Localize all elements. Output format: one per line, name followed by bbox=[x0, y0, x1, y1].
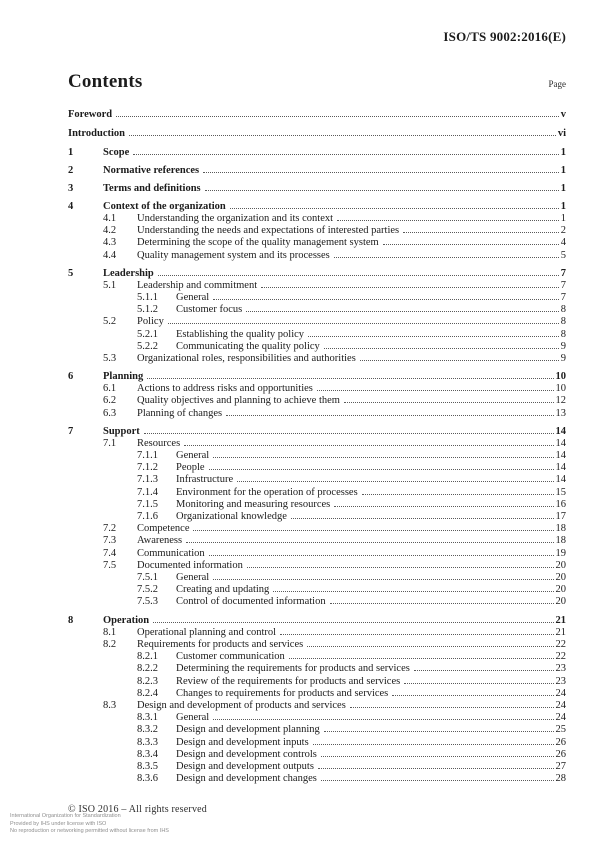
toc-entry-title: Competence bbox=[137, 523, 190, 535]
toc-row bbox=[68, 596, 566, 608]
toc-entry-number: 6 bbox=[68, 371, 74, 383]
toc-entry-page: 7 bbox=[560, 279, 566, 291]
toc-entry-title: General bbox=[176, 712, 210, 724]
toc-entry-page: 24 bbox=[555, 712, 566, 724]
toc-entry-title: Planning of changes bbox=[137, 407, 223, 419]
toc-leader-dots bbox=[334, 256, 559, 258]
toc-row bbox=[68, 761, 566, 773]
toc-leader-dots bbox=[186, 541, 553, 543]
toc-row bbox=[68, 395, 566, 407]
toc-entry-number: 8.3.1 bbox=[137, 712, 158, 724]
toc-entry-page: 5 bbox=[560, 249, 566, 261]
toc-entry-title: Understanding the needs and expectations of interested parties bbox=[137, 225, 400, 237]
toc-leader-dots bbox=[289, 657, 554, 659]
toc-leader-dots bbox=[205, 189, 559, 191]
toc-entry-page: 26 bbox=[555, 736, 566, 748]
toc-entry-page: 8 bbox=[560, 328, 566, 340]
toc-entry-title: Quality objectives and planning to achieve them bbox=[137, 395, 340, 407]
toc-entry-title: General bbox=[176, 572, 210, 584]
toc-row bbox=[68, 304, 566, 316]
toc-entry-title: Terms and definitions bbox=[103, 183, 201, 194]
toc-row bbox=[68, 316, 566, 328]
toc-entry-number: 7.5.2 bbox=[137, 584, 158, 596]
toc-row bbox=[68, 462, 566, 474]
toc-entry-page: 28 bbox=[555, 773, 566, 785]
toc-leader-dots bbox=[246, 310, 559, 312]
toc-entry-page: 14 bbox=[555, 425, 566, 437]
toc-leader-dots bbox=[360, 359, 559, 361]
toc-leader-dots bbox=[213, 456, 553, 458]
toc-entry-number: 7.1 bbox=[103, 437, 117, 449]
toc-row bbox=[68, 200, 566, 213]
toc-entry-number: 4 bbox=[68, 201, 74, 212]
toc-entry-number: 7.3 bbox=[103, 535, 117, 547]
toc-leader-dots bbox=[324, 730, 554, 732]
toc-entry-number: 8.3.3 bbox=[137, 736, 158, 748]
toc-entry-number: 8.1 bbox=[103, 626, 117, 638]
toc-entry-title: General bbox=[176, 292, 210, 304]
toc-leader-dots bbox=[330, 602, 554, 604]
toc-leader-dots bbox=[273, 590, 553, 592]
toc-row bbox=[68, 572, 566, 584]
toc-row bbox=[68, 450, 566, 462]
toc-entry-page: 23 bbox=[555, 663, 566, 675]
toc-entry-number: 5 bbox=[68, 267, 74, 279]
toc-entry-title: Design and development changes bbox=[176, 773, 317, 785]
toc-entry-title: Design and development controls bbox=[176, 748, 317, 760]
toc-entry-page: 20 bbox=[555, 572, 566, 584]
toc-entry-number: 5.2.2 bbox=[137, 340, 158, 352]
toc-entry-title: Establishing the quality policy bbox=[176, 328, 305, 340]
toc-entry-page: 18 bbox=[555, 523, 566, 535]
toc-entry-page: 21 bbox=[555, 614, 566, 626]
toc-entry-title: Design and development outputs bbox=[176, 760, 314, 772]
toc-entry-number: 5.2 bbox=[103, 316, 117, 328]
toc-leader-dots bbox=[209, 468, 554, 470]
toc-row bbox=[68, 688, 566, 700]
toc-row bbox=[68, 341, 566, 353]
toc-row bbox=[68, 237, 566, 249]
toc-entry-page: vi bbox=[557, 128, 566, 139]
toc-row bbox=[68, 548, 566, 560]
toc-row bbox=[68, 676, 566, 688]
toc-entry-page: 10 bbox=[555, 383, 566, 395]
document-reference: ISO/TS 9002:2016(E) bbox=[443, 29, 566, 44]
toc-row bbox=[68, 225, 566, 237]
toc-row bbox=[68, 511, 566, 523]
toc-row bbox=[68, 370, 566, 383]
toc-entry-title: Review of the requirements for products and services bbox=[176, 675, 401, 687]
toc-entry-page: 24 bbox=[555, 687, 566, 699]
toc-entry-number: 5.1.2 bbox=[137, 304, 158, 316]
toc-leader-dots bbox=[209, 554, 554, 556]
toc-leader-dots bbox=[129, 134, 556, 136]
toc-row bbox=[68, 146, 566, 159]
fineprint-line: International Organization for Standardization bbox=[10, 813, 121, 819]
toc-leader-dots bbox=[158, 274, 559, 276]
toc-entry-number: 7.1.3 bbox=[137, 474, 158, 486]
toc-entry-page: 14 bbox=[555, 437, 566, 449]
toc-row bbox=[68, 213, 566, 225]
toc-row bbox=[68, 560, 566, 572]
toc-entry-title: Design and development of products and services bbox=[137, 699, 346, 711]
toc-row bbox=[68, 408, 566, 420]
copyright-notice: © ISO 2016 – All rights reserved bbox=[68, 804, 207, 815]
toc-entry-number: 5.1 bbox=[103, 279, 117, 291]
toc-leader-dots bbox=[307, 645, 553, 647]
toc-entry-title: Determining the requirements for products and services bbox=[176, 663, 410, 675]
toc-leader-dots bbox=[324, 347, 559, 349]
toc-leader-dots bbox=[313, 743, 554, 745]
toc-leader-dots bbox=[383, 243, 559, 245]
toc-entry-number: 8.3.6 bbox=[137, 773, 158, 785]
toc-entry-number: 4.2 bbox=[103, 225, 117, 237]
toc-entry-number: 8.2.4 bbox=[137, 687, 158, 699]
toc-entry-page: 12 bbox=[555, 395, 566, 407]
toc-entry-title: Normative references bbox=[103, 165, 200, 176]
toc-list bbox=[68, 108, 566, 785]
toc-leader-dots bbox=[337, 219, 559, 221]
toc-leader-dots bbox=[230, 207, 559, 209]
toc-leader-dots bbox=[291, 517, 554, 519]
toc-entry-title: Context of the organization bbox=[103, 201, 226, 212]
toc-row bbox=[68, 329, 566, 341]
toc-entry-page: 26 bbox=[555, 748, 566, 760]
toc-entry-title: Actions to address risks and opportunities bbox=[137, 383, 313, 395]
toc-entry-title: Foreword bbox=[68, 109, 113, 120]
toc-leader-dots bbox=[247, 566, 554, 568]
toc-entry-page: 20 bbox=[555, 559, 566, 571]
toc-row bbox=[68, 724, 566, 736]
toc-entry-title: Operational planning and control bbox=[137, 626, 277, 638]
ihs-fineprint bbox=[10, 813, 169, 836]
toc-entry-number: 7.5.1 bbox=[137, 572, 158, 584]
toc-entry-number: 8.2.1 bbox=[137, 651, 158, 663]
toc-entry-page: 17 bbox=[555, 511, 566, 523]
toc-row bbox=[68, 712, 566, 724]
toc-entry-page: 25 bbox=[555, 724, 566, 736]
toc-row bbox=[68, 474, 566, 486]
toc-entry-number: 8 bbox=[68, 614, 74, 626]
toc-row bbox=[68, 523, 566, 535]
fineprint-line: Provided by IHS under license with ISO bbox=[10, 820, 107, 827]
toc-entry-title: Planning bbox=[103, 371, 144, 383]
toc-entry-number: 1 bbox=[68, 147, 74, 158]
toc-entry-page: 14 bbox=[555, 462, 566, 474]
toc-row bbox=[68, 108, 566, 121]
toc-entry-number: 7.5 bbox=[103, 559, 117, 571]
toc-entry-title: Control of documented information bbox=[176, 596, 326, 608]
toc-entry-number: 7.1.2 bbox=[137, 462, 158, 474]
toc-leader-dots bbox=[193, 529, 553, 531]
toc-entry-title: People bbox=[176, 462, 205, 474]
toc-entry-page: 14 bbox=[555, 450, 566, 462]
toc-entry-number: 4.1 bbox=[103, 213, 117, 224]
toc-leader-dots bbox=[344, 401, 554, 403]
toc-entry-number: 7.2 bbox=[103, 523, 117, 535]
toc-leader-dots bbox=[280, 633, 553, 635]
toc-row bbox=[68, 614, 566, 627]
toc-entry-page: v bbox=[560, 109, 566, 120]
toc-entry-title: Determining the scope of the quality management system bbox=[137, 237, 379, 249]
fineprint-line: No reproduction or networking permitted without license from IHS bbox=[10, 828, 169, 834]
toc-entry-number: 4.3 bbox=[103, 237, 117, 249]
toc-row bbox=[68, 627, 566, 639]
toc-leader-dots bbox=[213, 578, 553, 580]
toc-leader-dots bbox=[147, 377, 553, 379]
toc-entry-title: Communicating the quality policy bbox=[176, 340, 320, 352]
toc-entry-number: 7.1.4 bbox=[137, 486, 158, 498]
toc-entry-number: 7.4 bbox=[103, 547, 117, 559]
toc-entry-number: 6.3 bbox=[103, 407, 117, 419]
toc-entry-page: 9 bbox=[560, 353, 566, 365]
toc-entry-page: 22 bbox=[555, 638, 566, 650]
toc-entry-page: 4 bbox=[560, 237, 566, 249]
toc-row bbox=[68, 535, 566, 547]
toc-entry-title: Leadership and commitment bbox=[137, 279, 258, 291]
toc-row bbox=[68, 292, 566, 304]
toc-leader-dots bbox=[203, 171, 559, 173]
toc-entry-page: 7 bbox=[560, 292, 566, 304]
toc-entry-page: 15 bbox=[555, 486, 566, 498]
toc-row bbox=[68, 353, 566, 365]
toc-row bbox=[68, 773, 566, 785]
toc-leader-dots bbox=[403, 231, 559, 233]
toc-entry-title: Resources bbox=[137, 437, 181, 449]
toc-entry-number: 8.3.2 bbox=[137, 724, 158, 736]
toc-entry-page: 20 bbox=[555, 584, 566, 596]
toc-row bbox=[68, 487, 566, 499]
toc-row bbox=[68, 425, 566, 438]
toc-entry-number: 5.2.1 bbox=[137, 328, 158, 340]
toc-leader-dots bbox=[261, 286, 559, 288]
toc-row bbox=[68, 182, 566, 195]
toc-entry-page: 10 bbox=[555, 371, 566, 383]
toc-row bbox=[68, 749, 566, 761]
toc-entry-page: 1 bbox=[560, 183, 566, 194]
toc-leader-dots bbox=[321, 755, 554, 757]
toc-row bbox=[68, 267, 566, 280]
toc-entry-title: Support bbox=[103, 425, 140, 437]
toc-row bbox=[68, 127, 566, 140]
toc-entry-title: Organizational roles, responsibilities and authorities bbox=[137, 353, 356, 365]
toc-leader-dots bbox=[133, 153, 559, 155]
toc-entry-page: 7 bbox=[560, 267, 566, 279]
toc-entry-page: 16 bbox=[555, 498, 566, 510]
toc-entry-title: Leadership bbox=[103, 267, 154, 279]
toc-leader-dots bbox=[116, 115, 559, 117]
toc-entry-page: 22 bbox=[555, 651, 566, 663]
toc-entry-page: 1 bbox=[560, 165, 566, 176]
toc-entry-title: Customer focus bbox=[176, 304, 243, 316]
toc-entry-number: 8.3 bbox=[103, 699, 117, 711]
toc-entry-title: Changes to requirements for products and services bbox=[176, 687, 389, 699]
toc-entry-page: 13 bbox=[555, 407, 566, 419]
toc-entry-title: Organizational knowledge bbox=[176, 511, 287, 523]
toc-row bbox=[68, 584, 566, 596]
toc-leader-dots bbox=[362, 493, 554, 495]
toc-entry-number: 7.5.3 bbox=[137, 596, 158, 608]
toc-row bbox=[68, 383, 566, 395]
toc-entry-number: 7.1.1 bbox=[137, 450, 158, 462]
toc-entry-number: 6.2 bbox=[103, 395, 117, 407]
toc-entry-title: General bbox=[176, 450, 210, 462]
toc-entry-number: 8.2 bbox=[103, 638, 117, 650]
toc-row bbox=[68, 499, 566, 511]
toc-entry-page: 18 bbox=[555, 535, 566, 547]
toc-entry-title: Operation bbox=[103, 614, 150, 626]
toc-entry-title: Documented information bbox=[137, 559, 243, 571]
toc-entry-number: 7 bbox=[68, 425, 74, 437]
toc-entry-page: 20 bbox=[555, 596, 566, 608]
toc-entry-page: 9 bbox=[560, 340, 566, 352]
toc-leader-dots bbox=[414, 669, 554, 671]
toc-entry-page: 1 bbox=[560, 147, 566, 158]
toc-entry-page: 24 bbox=[555, 699, 566, 711]
toc-entry-title: Design and development inputs bbox=[176, 736, 309, 748]
toc-entry-title: Requirements for products and services bbox=[137, 638, 304, 650]
toc-leader-dots bbox=[318, 767, 554, 769]
toc-row bbox=[68, 651, 566, 663]
contents-header bbox=[68, 71, 566, 93]
toc-entry-title: Customer communication bbox=[176, 651, 285, 663]
toc-row bbox=[68, 639, 566, 651]
toc-entry-page: 27 bbox=[555, 760, 566, 772]
page-column-label: Page bbox=[548, 79, 566, 89]
toc-leader-dots bbox=[350, 706, 554, 708]
toc-entry-page: 19 bbox=[555, 547, 566, 559]
toc-entry-title: Design and development planning bbox=[176, 724, 320, 736]
toc-entry-title: Infrastructure bbox=[176, 474, 234, 486]
toc-leader-dots bbox=[144, 432, 554, 434]
toc-entry-title: Scope bbox=[103, 147, 130, 158]
toc-entry-page: 8 bbox=[560, 304, 566, 316]
toc-entry-title: Communication bbox=[137, 547, 205, 559]
toc-row bbox=[68, 438, 566, 450]
toc-row bbox=[68, 700, 566, 712]
toc-entry-number: 8.3.4 bbox=[137, 748, 158, 760]
toc-leader-dots bbox=[213, 298, 559, 300]
toc-entry-title: Environment for the operation of processes bbox=[176, 486, 358, 498]
toc-leader-dots bbox=[213, 718, 553, 720]
toc-entry-number: 5.1.1 bbox=[137, 292, 158, 304]
toc-entry-page: 14 bbox=[555, 474, 566, 486]
toc-entry-number: 8.2.2 bbox=[137, 663, 158, 675]
toc-entry-title: Introduction bbox=[68, 128, 125, 139]
contents-heading: Contents bbox=[68, 71, 143, 92]
toc-entry-number: 6.1 bbox=[103, 383, 117, 395]
toc-leader-dots bbox=[404, 682, 553, 684]
toc-entry-page: 23 bbox=[555, 675, 566, 687]
toc-row bbox=[68, 737, 566, 749]
toc-entry-number: 7.1.5 bbox=[137, 498, 158, 510]
toc-row bbox=[68, 280, 566, 292]
toc-entry-number: 8.3.5 bbox=[137, 760, 158, 772]
toc-entry-number: 3 bbox=[68, 183, 74, 194]
toc-entry-number: 4.4 bbox=[103, 249, 117, 261]
toc-leader-dots bbox=[321, 779, 554, 781]
toc-leader-dots bbox=[184, 444, 553, 446]
toc-entry-page: 21 bbox=[555, 626, 566, 638]
toc-entry-number: 5.3 bbox=[103, 353, 117, 365]
toc-entry-title: Understanding the organization and its context bbox=[137, 213, 334, 224]
toc-leader-dots bbox=[334, 505, 553, 507]
toc-leader-dots bbox=[226, 414, 553, 416]
toc-entry-title: Creating and updating bbox=[176, 584, 270, 596]
toc-leader-dots bbox=[168, 322, 559, 324]
toc-leader-dots bbox=[237, 480, 553, 482]
toc-entry-page: 1 bbox=[560, 213, 566, 224]
toc-entry-number: 8.2.3 bbox=[137, 675, 158, 687]
toc-entry-page: 1 bbox=[560, 201, 566, 212]
toc-entry-title: Quality management system and its processes bbox=[137, 249, 330, 261]
toc-row bbox=[68, 250, 566, 262]
toc-entry-number: 2 bbox=[68, 165, 74, 176]
toc-entry-title: Policy bbox=[137, 316, 164, 328]
toc-leader-dots bbox=[317, 389, 554, 391]
toc-entry-page: 8 bbox=[560, 316, 566, 328]
toc-row bbox=[68, 663, 566, 675]
toc-leader-dots bbox=[153, 621, 553, 623]
toc-entry-number: 7.1.6 bbox=[137, 511, 158, 523]
toc-leader-dots bbox=[392, 694, 553, 696]
toc-entry-title: Awareness bbox=[137, 535, 183, 547]
toc-leader-dots bbox=[308, 335, 559, 337]
toc-entry-page: 2 bbox=[560, 225, 566, 237]
toc-entry-title: Monitoring and measuring resources bbox=[176, 498, 331, 510]
toc-row bbox=[68, 164, 566, 177]
